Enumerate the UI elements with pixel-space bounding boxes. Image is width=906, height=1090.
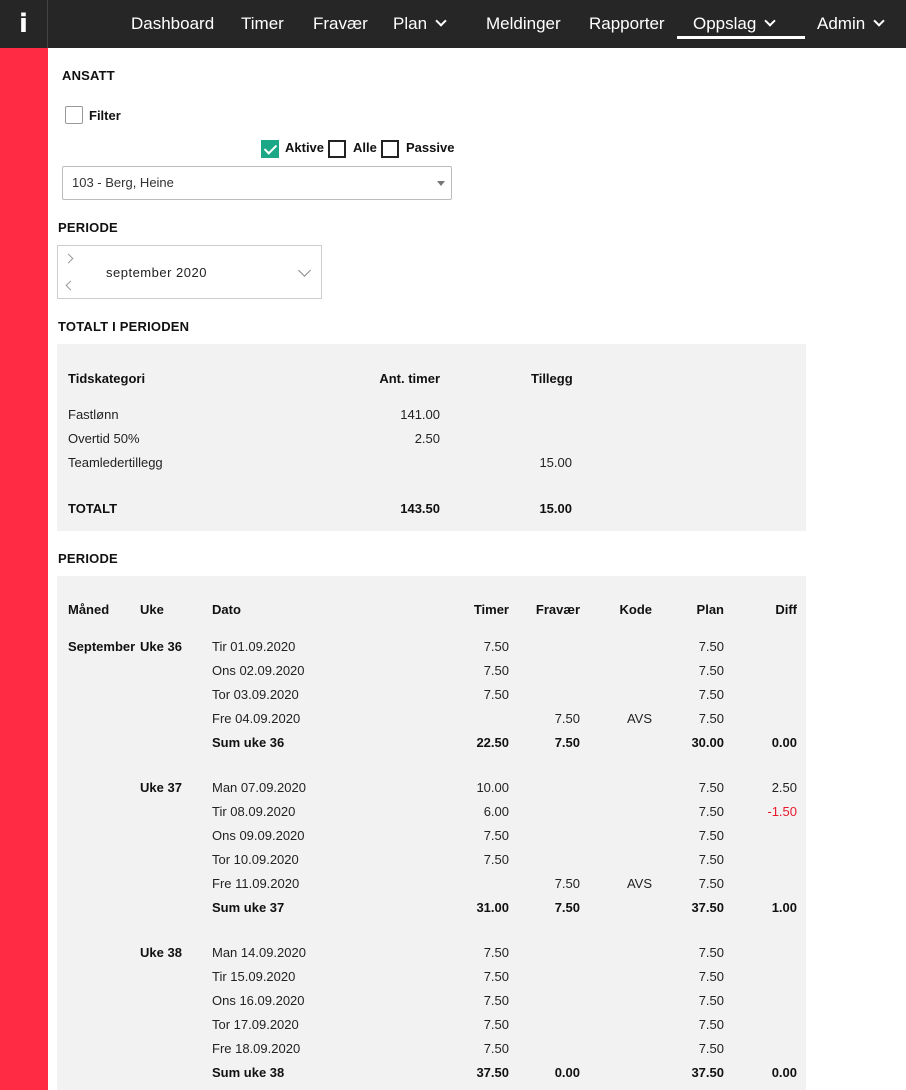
day-date: Fre 18.09.2020 xyxy=(212,1041,301,1056)
col-header-plan: Plan xyxy=(696,602,724,617)
week-label: Uke 36 xyxy=(140,639,182,654)
alle-checkbox[interactable] xyxy=(328,140,346,158)
day-fravaer: 7.50 xyxy=(554,711,580,726)
alle-label: Alle xyxy=(353,140,377,155)
col-header-maaned: Måned xyxy=(68,602,110,617)
total-row-kategori: Overtid 50% xyxy=(68,431,140,446)
col-header-uke: Uke xyxy=(140,602,164,617)
day-timer: 7.50 xyxy=(483,993,509,1008)
day-timer: 7.50 xyxy=(483,945,509,960)
day-plan: 7.50 xyxy=(698,663,724,678)
col-header-tillegg: Tillegg xyxy=(531,371,573,386)
day-timer: 7.50 xyxy=(483,663,509,678)
day-date: Tir 15.09.2020 xyxy=(212,969,296,984)
day-plan: 7.50 xyxy=(698,639,724,654)
day-plan: 7.50 xyxy=(698,828,724,843)
week-sum-timer: 22.50 xyxy=(476,735,509,750)
total-row-kategori: Teamledertillegg xyxy=(68,455,163,470)
week-label: Uke 38 xyxy=(140,945,182,960)
day-date: Ons 02.09.2020 xyxy=(212,663,305,678)
filter-label: Filter xyxy=(89,108,121,123)
day-plan: 7.50 xyxy=(698,780,724,795)
week-sum-fravaer: 0.00 xyxy=(554,1065,580,1080)
week-sum-fravaer: 7.50 xyxy=(554,900,580,915)
aktive-label: Aktive xyxy=(285,140,325,155)
period-picker[interactable] xyxy=(57,245,322,299)
nav-fravaer[interactable]: Fravær xyxy=(313,14,368,33)
day-plan: 7.50 xyxy=(698,993,724,1008)
day-date: Ons 16.09.2020 xyxy=(212,993,305,1008)
nav-timer[interactable]: Timer xyxy=(241,14,284,33)
day-date: Man 14.09.2020 xyxy=(212,945,306,960)
week-sum-fravaer: 7.50 xyxy=(554,735,580,750)
nav-admin[interactable]: Admin xyxy=(817,0,883,48)
col-header-diff: Diff xyxy=(775,602,797,617)
totals-panel xyxy=(57,344,806,531)
col-header-fravaer: Fravær xyxy=(535,602,580,617)
periode-heading: PERIODE xyxy=(58,220,118,235)
day-timer: 6.00 xyxy=(483,804,509,819)
day-date: Tor 10.09.2020 xyxy=(212,852,299,867)
day-timer: 7.50 xyxy=(483,828,509,843)
day-diff: 2.50 xyxy=(771,780,797,795)
passive-checkbox[interactable] xyxy=(381,140,399,158)
day-kode: AVS xyxy=(626,711,652,726)
nav-plan[interactable]: Plan xyxy=(393,0,445,48)
totalt-tillegg: 15.00 xyxy=(539,501,572,516)
employee-select[interactable] xyxy=(62,166,452,200)
nav-active-indicator xyxy=(677,36,805,39)
col-header-tidskategori: Tidskategori xyxy=(68,371,146,386)
day-plan: 7.50 xyxy=(698,804,724,819)
nav-oppslag[interactable]: Oppslag xyxy=(693,0,774,48)
week-sum-plan: 30.00 xyxy=(691,735,724,750)
day-date: Man 07.09.2020 xyxy=(212,780,306,795)
total-row-kategori: Fastlønn xyxy=(68,407,119,422)
period-detail-table xyxy=(57,576,806,1090)
week-sum-timer: 37.50 xyxy=(476,1065,509,1080)
day-timer: 7.50 xyxy=(483,1041,509,1056)
day-plan: 7.50 xyxy=(698,969,724,984)
week-sum-diff: 0.00 xyxy=(771,1065,797,1080)
aktive-checkbox[interactable] xyxy=(261,140,279,158)
totalt-timer: 143.50 xyxy=(400,501,440,516)
employee-select-value: 103 - Berg, Heine xyxy=(72,175,174,190)
day-plan: 7.50 xyxy=(698,945,724,960)
col-header-ant-timer: Ant. timer xyxy=(379,371,440,386)
day-timer: 7.50 xyxy=(483,969,509,984)
day-timer: 7.50 xyxy=(483,852,509,867)
day-date: Ons 09.09.2020 xyxy=(212,828,305,843)
passive-label: Passive xyxy=(406,140,455,155)
day-date: Fre 04.09.2020 xyxy=(212,711,301,726)
day-plan: 7.50 xyxy=(698,852,724,867)
day-diff-negative: -1.50 xyxy=(767,804,797,819)
week-sum-label: Sum uke 37 xyxy=(212,900,285,915)
day-fravaer: 7.50 xyxy=(554,876,580,891)
app-logo[interactable]: i xyxy=(0,0,48,48)
chevron-down-icon[interactable] xyxy=(298,264,311,277)
day-timer: 10.00 xyxy=(476,780,509,795)
day-date: Tir 08.09.2020 xyxy=(212,804,296,819)
col-header-dato: Dato xyxy=(212,602,241,617)
total-row-timer: 141.00 xyxy=(400,407,440,422)
left-accent-strip xyxy=(0,48,48,1090)
day-plan: 7.50 xyxy=(698,876,724,891)
totalt-label: TOTALT xyxy=(68,501,118,516)
total-row-tillegg: 15.00 xyxy=(539,455,572,470)
top-nav-bar xyxy=(0,0,906,48)
day-timer: 7.50 xyxy=(483,687,509,702)
month-label: September xyxy=(68,639,136,654)
week-sum-diff: 0.00 xyxy=(771,735,797,750)
next-period-icon[interactable] xyxy=(64,254,74,264)
total-row-timer: 2.50 xyxy=(414,431,440,446)
day-date: Tir 01.09.2020 xyxy=(212,639,296,654)
day-date: Fre 11.09.2020 xyxy=(212,876,300,891)
week-sum-diff: 1.00 xyxy=(771,900,797,915)
week-sum-plan: 37.50 xyxy=(691,1065,724,1080)
caret-down-icon xyxy=(437,181,445,186)
day-plan: 7.50 xyxy=(698,1017,724,1032)
day-plan: 7.50 xyxy=(698,711,724,726)
day-date: Tor 03.09.2020 xyxy=(212,687,299,702)
week-sum-timer: 31.00 xyxy=(476,900,509,915)
previous-period-icon[interactable] xyxy=(66,281,76,291)
day-timer: 7.50 xyxy=(483,639,509,654)
nav-meldinger[interactable]: Meldinger xyxy=(486,14,561,33)
day-plan: 7.50 xyxy=(698,687,724,702)
nav-dashboard[interactable]: Dashboard xyxy=(131,14,215,33)
week-sum-label: Sum uke 36 xyxy=(212,735,285,750)
day-date: Tor 17.09.2020 xyxy=(212,1017,299,1032)
totalt-heading: TOTALT I PERIODEN xyxy=(58,319,190,334)
filter-checkbox[interactable] xyxy=(65,106,83,124)
ansatt-heading: ANSATT xyxy=(62,68,115,83)
period-value: september 2020 xyxy=(106,265,207,280)
chevron-down-icon xyxy=(874,15,885,26)
day-plan: 7.50 xyxy=(698,1041,724,1056)
nav-rapporter[interactable]: Rapporter xyxy=(589,14,665,33)
week-sum-plan: 37.50 xyxy=(691,900,724,915)
day-timer: 7.50 xyxy=(483,1017,509,1032)
main-content xyxy=(48,48,906,1090)
periode-detail-heading: PERIODE xyxy=(58,551,118,566)
col-header-timer: Timer xyxy=(473,602,509,617)
chevron-down-icon xyxy=(435,15,446,26)
chevron-down-icon xyxy=(765,15,776,26)
col-header-kode: Kode xyxy=(619,602,652,617)
week-sum-label: Sum uke 38 xyxy=(212,1065,285,1080)
day-kode: AVS xyxy=(626,876,652,891)
week-label: Uke 37 xyxy=(140,780,182,795)
